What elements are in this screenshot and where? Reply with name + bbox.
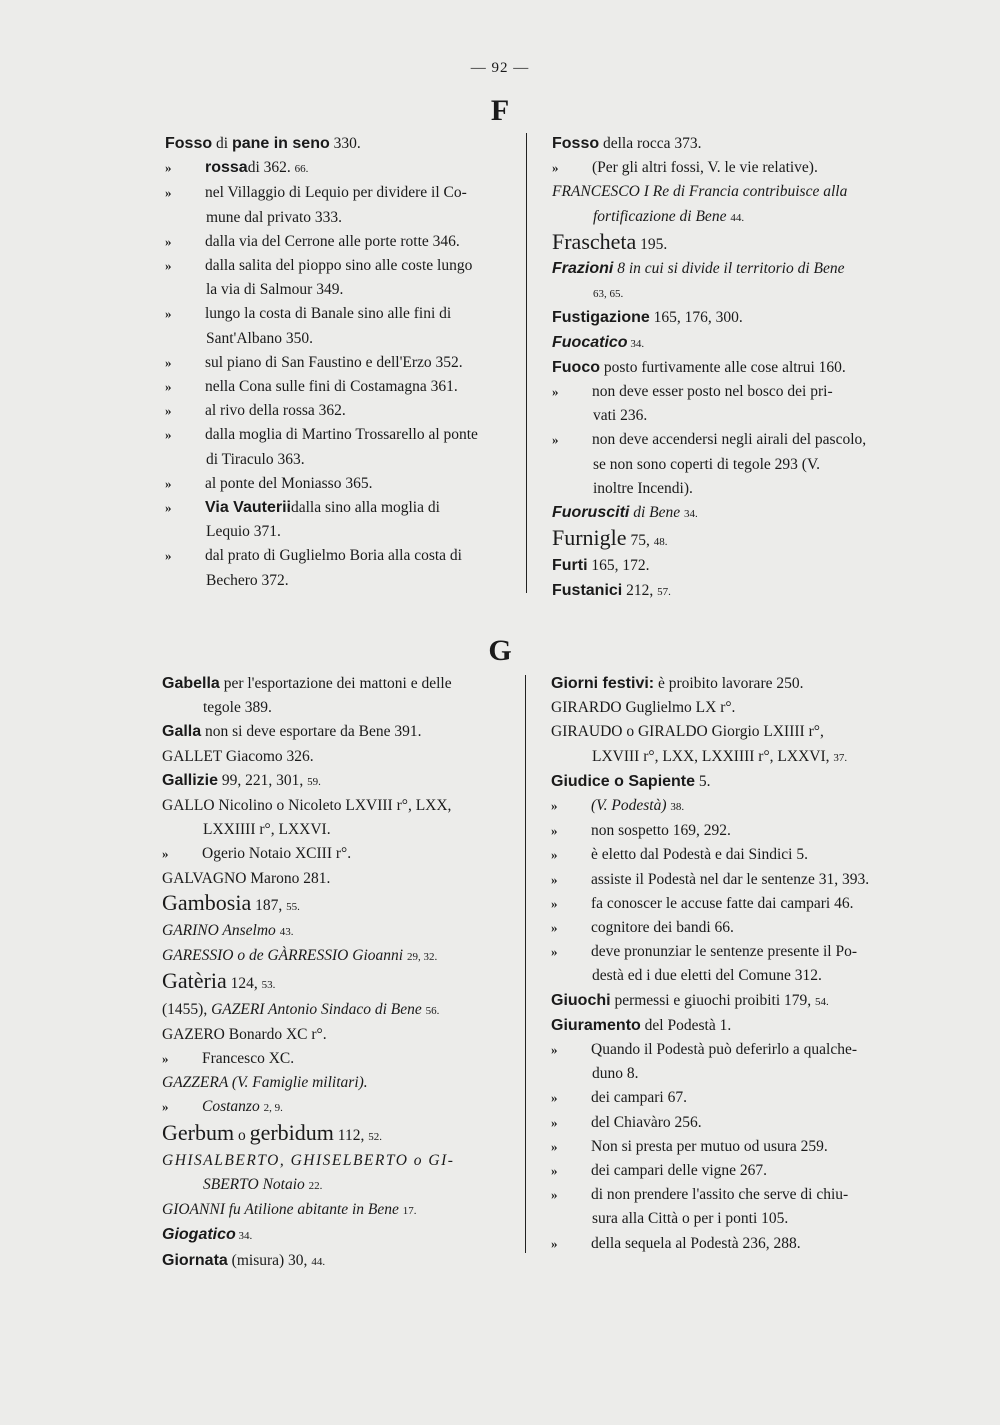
index-entry-line	[162, 769, 504, 794]
continuation-mark: »	[551, 1163, 558, 1179]
index-entry-line	[552, 257, 892, 281]
index-entry-line	[165, 156, 507, 181]
index-entry-line	[165, 278, 507, 302]
index-entry-line	[165, 569, 507, 593]
continuation-mark: »	[165, 185, 172, 201]
continuation-mark: »	[165, 354, 172, 370]
entry-continuation-text: LXXIIII r°, LXXVI.	[203, 821, 331, 839]
entry-text: dalla salita del pioppo sino alle coste lungo	[205, 257, 473, 275]
entry-text: GIRARDO Guglielmo LX r°.	[551, 699, 736, 717]
index-entry-line	[165, 230, 507, 254]
index-entry-line	[551, 696, 891, 720]
entry-text: è eletto dal Podestà e dai Sindici 5.	[591, 846, 808, 864]
index-entry-line	[162, 1149, 504, 1173]
index-entry-line	[162, 891, 504, 919]
index-entry-line	[162, 745, 504, 769]
index-entry-line	[551, 940, 891, 964]
entry-reference: 52.	[368, 1130, 382, 1143]
entry-reference: 44.	[730, 211, 745, 224]
index-entry-line	[551, 1183, 891, 1207]
index-entry-line	[551, 1232, 891, 1256]
entry-text: Costanzo	[202, 1098, 264, 1116]
index-entry-line	[551, 868, 891, 892]
index-entry-line	[165, 472, 507, 496]
index-entry-line	[165, 375, 507, 399]
entry-text: 330.	[329, 135, 361, 152]
index-entry-line	[162, 867, 504, 891]
entry-keyword: Furnigle	[552, 525, 627, 551]
entry-reference: 57.	[657, 585, 671, 598]
entry-text: della rocca 373.	[599, 135, 702, 152]
index-entry-line	[552, 404, 892, 428]
entry-reference: 34.	[235, 1230, 253, 1243]
entry-text: al ponte del Moniasso 365.	[205, 474, 373, 492]
entry-keyword: Fuorusciti	[552, 504, 630, 522]
index-column-right	[551, 672, 891, 1256]
entry-reference: 37.	[833, 751, 848, 764]
entry-text: 165, 176, 300.	[649, 309, 743, 327]
entry-text: 362.	[263, 159, 295, 177]
index-entry-line	[162, 1223, 504, 1248]
entry-continuation-text: mune dal privato 333.	[206, 208, 343, 226]
continuation-mark: »	[551, 920, 558, 936]
entry-text: del Podestà 1.	[640, 1016, 732, 1034]
entry-text: 75,	[626, 532, 654, 550]
continuation-mark: »	[551, 1187, 558, 1203]
entry-keyword: Frascheta	[552, 228, 637, 254]
entry-text: GAZERO Bonardo XC r°.	[162, 1025, 327, 1043]
entry-keyword: Fuocatico	[552, 333, 628, 351]
continuation-mark: »	[551, 895, 558, 911]
index-entry-line	[162, 1121, 504, 1149]
entry-text: della sequela al Podestà 236, 288.	[591, 1234, 801, 1252]
index-entry-line	[551, 1159, 891, 1183]
continuation-mark: »	[551, 1114, 558, 1130]
index-entry-line	[162, 818, 504, 842]
entry-reference: 48.	[653, 536, 668, 549]
entry-continuation-text: sura alla Città o per i ponti 105.	[592, 1210, 789, 1228]
entry-continuation-text: fortificazione di Bene	[593, 207, 731, 225]
index-entry-line	[551, 745, 891, 770]
index-entry-line	[552, 205, 892, 230]
index-entry-line	[552, 554, 892, 578]
continuation-mark: »	[162, 1051, 169, 1067]
continuation-mark: »	[162, 1099, 169, 1115]
index-entry-line	[552, 453, 892, 477]
continuation-mark: »	[551, 798, 558, 814]
continuation-mark: »	[165, 403, 172, 419]
index-column-left	[165, 132, 507, 593]
entry-continuation-text: Sant'Albano 350.	[206, 329, 313, 347]
entry-text: nella Cona sulle fini di Costamagna 361.	[205, 378, 458, 396]
entry-text: non si deve esportare da Bene 391.	[201, 723, 422, 741]
continuation-mark: »	[165, 548, 172, 564]
index-entry-line	[165, 448, 507, 472]
entry-continuation-text: Bechero 372.	[206, 571, 289, 589]
entry-text: GARINO Anselmo	[162, 922, 280, 940]
index-entry-line	[165, 206, 507, 230]
entry-text: 195.	[636, 235, 668, 253]
entry-text: per l'esportazione dei mattoni e delle	[219, 675, 452, 692]
entry-keyword: Fustigazione	[552, 309, 650, 327]
entry-continuation-text: duno 8.	[592, 1065, 639, 1083]
entry-text: al rivo della rossa 362.	[205, 402, 346, 420]
entry-keyword: Furti	[552, 557, 588, 575]
page-number: — 92 —	[470, 60, 530, 76]
index-entry-line	[552, 156, 892, 180]
entry-continuation-text: tegole 389.	[203, 699, 272, 717]
continuation-mark: »	[551, 1090, 558, 1106]
continuation-mark: »	[165, 258, 172, 274]
entry-reference: 66.	[294, 163, 309, 176]
entry-text: (Per gli altri fossi, V. le vie relative).	[592, 159, 818, 177]
index-entry-line	[551, 794, 891, 819]
index-entry-line	[162, 1173, 504, 1198]
index-entry-line	[552, 230, 892, 257]
index-entry-line	[551, 1014, 891, 1038]
entry-reference: 34.	[627, 337, 645, 350]
entry-text: FRANCESCO I Re di Francia contribuisce alla	[552, 183, 848, 201]
continuation-mark: »	[165, 379, 172, 395]
index-entry-line	[552, 428, 892, 452]
entry-text: nel Villaggio di Lequio per dividere il Co-	[205, 184, 467, 202]
index-entry-line	[551, 1038, 891, 1062]
entry-text: 212,	[622, 581, 658, 599]
entry-text: dal prato di Guglielmo Boria alla costa di	[205, 547, 462, 565]
continuation-mark: »	[551, 871, 558, 887]
entry-continuation-text: se non sono coperti di tegole 293 (V.	[593, 455, 821, 473]
entry-text: 5.	[695, 772, 711, 790]
continuation-mark: »	[165, 427, 172, 443]
entry-continuation-text: destà ed i due eletti del Comune 312.	[592, 967, 822, 985]
entry-text: 165, 172.	[587, 557, 650, 575]
index-entry-line	[162, 1249, 504, 1274]
index-column-left	[162, 672, 504, 1274]
index-entry-line	[552, 356, 892, 380]
entry-continuation-text: SBERTO Notaio	[203, 1176, 309, 1194]
index-entry-line	[551, 819, 891, 843]
section-letter-g: G	[488, 634, 512, 667]
entry-text: (V. Podestà)	[591, 797, 671, 815]
index-entry-line	[551, 892, 891, 916]
entry-keyword: Giuochi	[551, 991, 611, 1009]
index-entry-line	[165, 181, 507, 205]
entry-reference: 17.	[402, 1205, 417, 1218]
entry-reference: 54.	[815, 995, 829, 1008]
continuation-mark: »	[551, 1138, 558, 1154]
entry-text: Ogerio Notaio XCIII r°.	[202, 845, 352, 863]
entry-keyword: Frazioni	[552, 260, 614, 278]
index-entry-line	[551, 1207, 891, 1231]
entry-text: 187,	[251, 896, 287, 914]
entry-keyword: rossa	[205, 159, 248, 177]
entry-reference: 29, 32.	[406, 951, 438, 964]
entry-name: GHISALBERTO, GHISELBERTO o GI-	[162, 1151, 455, 1169]
index-entry-line	[552, 501, 892, 526]
entry-keyword: Gerbum	[162, 1119, 235, 1145]
continuation-mark: »	[165, 233, 172, 249]
entry-text: GALVAGNO Marono 281.	[162, 869, 331, 887]
index-column-right	[552, 132, 892, 604]
entry-text: dalla via del Cerrone alle porte rotte 346.	[205, 232, 460, 250]
entry-text: Non si presta per mutuo od usura 259.	[591, 1137, 828, 1155]
index-entry-line	[162, 720, 504, 744]
entry-text: dalla	[290, 499, 325, 517]
entry-reference: 43.	[279, 926, 294, 939]
index-entry-line	[165, 544, 507, 568]
continuation-mark: »	[551, 847, 558, 863]
entry-reference: 22.	[308, 1180, 323, 1193]
entry-reference: 38.	[670, 801, 685, 814]
entry-text: di	[247, 159, 264, 177]
index-entry-line	[162, 794, 504, 818]
index-entry-line	[165, 496, 507, 520]
index-entry-line	[552, 132, 892, 156]
entry-reference: 53.	[261, 979, 276, 992]
entry-continuation-text: LXVIII r°, LXX, LXXIIII r°, LXXVI,	[592, 747, 834, 765]
entry-keyword: Giuramento	[551, 1016, 641, 1034]
continuation-mark: »	[552, 160, 559, 176]
index-entry-line	[165, 399, 507, 423]
index-entry-line	[162, 944, 504, 969]
continuation-mark: »	[552, 384, 559, 400]
index-entry-line	[552, 526, 892, 554]
index-entry-line	[551, 1111, 891, 1135]
entry-keyword: Galla	[162, 723, 202, 741]
index-entry-line	[165, 423, 507, 447]
index-entry-line	[552, 380, 892, 404]
entry-text: posto furtivamente alle cose altrui 160.	[600, 358, 846, 376]
continuation-mark: »	[551, 1235, 558, 1251]
index-entry-line	[165, 132, 507, 156]
entry-text: sino alla moglia di	[324, 499, 440, 517]
index-entry-line	[552, 281, 892, 306]
index-entry-line	[165, 520, 507, 544]
entry-continuation-text: Lequio 371.	[206, 523, 281, 541]
entry-text: GALLO Nicolino o Nicoleto LXVIII r°, LXX,	[162, 797, 452, 815]
entry-text: Quando il Podestà può deferirlo a qualche-	[591, 1041, 857, 1059]
entry-continuation-text: di Tiraculo 363.	[206, 450, 305, 468]
index-entry-line	[551, 1086, 891, 1110]
entry-reference: 44.	[311, 1255, 326, 1268]
entry-text: di non prendere l'assito che serve di chiu-	[591, 1186, 849, 1204]
index-entry-line	[551, 1135, 891, 1159]
index-entry-line	[551, 1062, 891, 1086]
entry-text: 112,	[333, 1126, 369, 1144]
continuation-mark: »	[165, 306, 172, 322]
index-entry-line	[162, 1071, 504, 1095]
index-entry-line	[162, 1198, 504, 1223]
continuation-mark: »	[165, 500, 172, 516]
index-entry-line	[162, 998, 504, 1023]
index-entry-line	[551, 964, 891, 988]
index-entry-line	[162, 1047, 504, 1071]
entry-text: non sospetto 169, 292.	[591, 822, 731, 840]
entry-text: di	[212, 135, 232, 152]
entry-reference: 56.	[425, 1004, 440, 1017]
entry-text: fa conoscer le accuse fatte dai campari 46.	[591, 894, 854, 912]
entry-text: GARESSIO o de GÀRRESSIO Gioanni	[162, 947, 407, 965]
index-entry-line	[162, 969, 504, 997]
index-entry-line	[165, 327, 507, 351]
entry-continuation-text: vati 236.	[593, 407, 648, 425]
index-entry-line	[552, 477, 892, 501]
index-entry-line	[162, 696, 504, 720]
index-entry-line	[551, 843, 891, 867]
entry-keyword: pane in seno	[231, 135, 330, 152]
entry-text: cognitore dei bandi 66.	[591, 919, 734, 937]
entry-text: 8 in cui si divide il territorio di Bene	[613, 260, 845, 278]
index-entry-line	[162, 672, 504, 696]
entry-text: dei campari delle vigne 267.	[591, 1162, 768, 1180]
entry-keyword: Giudice o Sapiente	[551, 772, 696, 790]
entry-text: deve pronunziar le sentenze presente il Po-	[591, 943, 857, 961]
entry-text: sul piano di San Faustino e dell'Erzo 352.	[205, 353, 463, 371]
entry-text: o	[234, 1126, 250, 1144]
entry-reference: 63, 65.	[593, 288, 624, 301]
continuation-mark: »	[551, 944, 558, 960]
index-entry-line	[552, 306, 892, 330]
entry-text: GALLET Giacomo 326.	[162, 747, 314, 765]
index-entry-line	[165, 302, 507, 326]
entry-text: è proibito lavorare 250.	[654, 675, 804, 692]
entry-text: GAZERI Antonio Sindaco di Bene	[211, 1000, 426, 1018]
entry-keyword: Giogatico	[162, 1226, 236, 1244]
entry-keyword: Fosso	[552, 135, 600, 152]
index-entry-line	[162, 842, 504, 866]
index-entry-line	[552, 180, 892, 204]
entry-continuation-text: inoltre Incendi).	[593, 479, 693, 497]
entry-text: dalla moglia di Martino Trossarello al ponte	[205, 426, 478, 444]
entry-reference: 59.	[307, 775, 321, 788]
index-entry-line	[165, 351, 507, 375]
entry-text: lungo la costa di Banale sino alle fini di	[205, 305, 452, 323]
index-entry-line	[551, 672, 891, 696]
continuation-mark: »	[552, 432, 559, 448]
entry-text: (1455),	[162, 1000, 212, 1018]
entry-keyword: Fustanici	[552, 581, 623, 599]
entry-text: (misura) 30,	[227, 1251, 312, 1269]
index-entry-line	[552, 579, 892, 604]
continuation-mark: »	[165, 160, 172, 176]
continuation-mark: »	[165, 475, 172, 491]
entry-text: 124,	[226, 975, 262, 993]
entry-text: di Bene	[629, 504, 685, 522]
entry-keyword: Fosso	[165, 135, 213, 152]
column-divider	[526, 133, 527, 593]
entry-keyword: Fuoco	[552, 358, 600, 376]
index-entry-line	[551, 989, 891, 1014]
entry-reference: 2, 9.	[263, 1102, 283, 1115]
entry-text: dei campari 67.	[591, 1089, 687, 1107]
section-letter-f: F	[490, 94, 510, 127]
index-entry-line	[165, 254, 507, 278]
continuation-mark: »	[551, 1042, 558, 1058]
entry-text: GAZZERA (V. Famiglie militari).	[162, 1074, 368, 1092]
entry-text: non deve esser posto nel bosco dei pri-	[592, 383, 833, 401]
entry-continuation-text: la via di Salmour 349.	[206, 281, 344, 299]
index-entry-line	[551, 720, 891, 744]
entry-keyword: Gabella	[162, 675, 220, 692]
continuation-mark: »	[162, 846, 169, 862]
entry-text: Francesco XC.	[202, 1050, 295, 1068]
index-entry-line	[162, 1095, 504, 1120]
entry-text: GIRAUDO o GIRALDO Giorgio LXIIII r°,	[551, 723, 824, 741]
index-entry-line	[551, 770, 891, 794]
entry-text: assiste il Podestà nel dar le sentenze 31, 393.	[591, 870, 870, 888]
continuation-mark: »	[551, 823, 558, 839]
entry-keyword: Giorni festivi:	[551, 675, 655, 692]
entry-reference: 34.	[684, 508, 698, 521]
index-entry-line	[162, 919, 504, 944]
entry-text: non deve accendersi negli airali del pascolo,	[592, 431, 867, 449]
index-entry-line	[162, 1023, 504, 1047]
entry-keyword: gerbidum	[249, 1119, 334, 1145]
column-divider	[525, 675, 526, 1253]
entry-text: permessi e giuochi proibiti 179,	[610, 991, 816, 1009]
entry-text: GIOANNI fu Atilione abitante in Bene	[162, 1201, 403, 1219]
index-entry-line	[552, 331, 892, 356]
entry-keyword: Gallizie	[162, 771, 219, 789]
entry-keyword: Via Vauterii	[205, 499, 291, 517]
entry-reference: 55.	[286, 900, 300, 913]
entry-text: del Chiavàro 256.	[591, 1113, 702, 1131]
entry-keyword: Gambosia	[162, 889, 252, 915]
entry-keyword: Gatèria	[162, 968, 227, 994]
entry-text: 99, 221, 301,	[218, 771, 308, 789]
entry-keyword: Giornata	[162, 1251, 228, 1269]
index-entry-line	[551, 916, 891, 940]
